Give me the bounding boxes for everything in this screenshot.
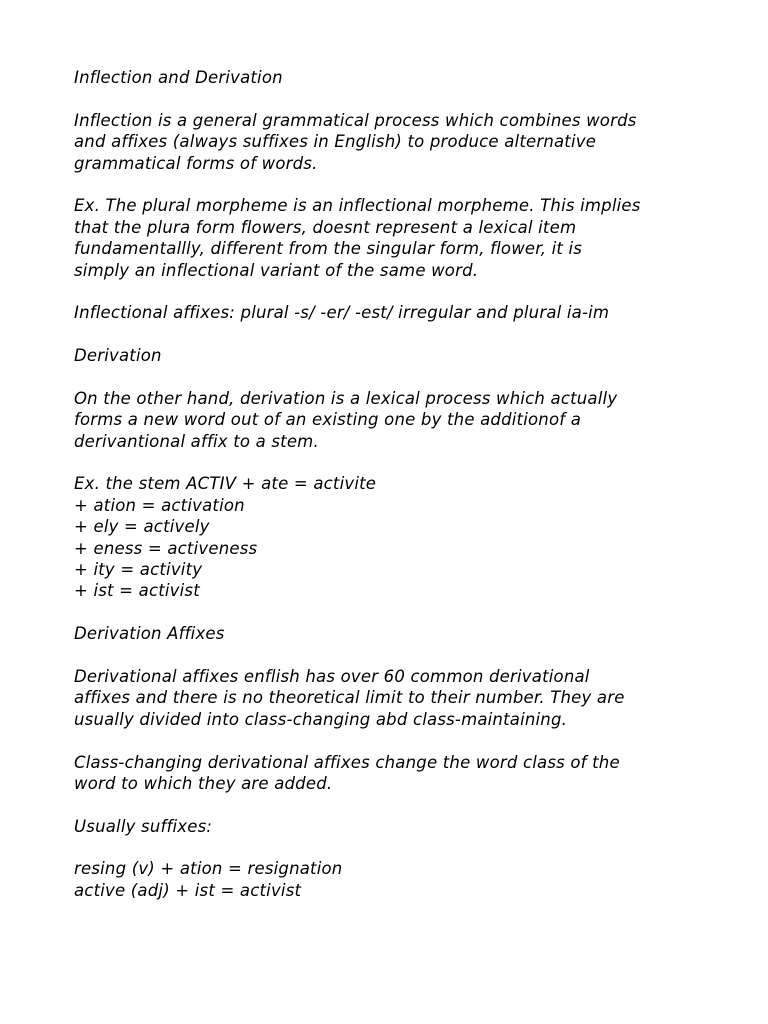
paragraph-derivation-definition [74, 388, 734, 452]
list-item: + ation = activation [74, 495, 245, 515]
text-line: Ex. The plural morpheme is an inflectional morpheme. This implies [74, 196, 641, 216]
paragraph-usually-suffixes: Usually suffixes: [74, 816, 213, 836]
text-line: Inflection is a general grammatical process which combines words [74, 110, 637, 130]
text-line: that the plura form flowers, doesnt represent a lexical item [74, 217, 577, 237]
list-item: + eness = activeness [74, 538, 258, 558]
derivation-examples-list [74, 473, 734, 601]
list-item: + ely = actively [74, 517, 210, 537]
paragraph-plural-example [74, 195, 734, 281]
text-line: affixes and there is no theoretical limit to their number. They are [74, 688, 625, 708]
list-item: + ity = activity [74, 559, 203, 579]
document-body [74, 67, 734, 901]
list-item: Ex. the stem ACTIV + ate = activite [74, 474, 377, 494]
text-line: Class-changing derivational affixes change the word class of the [74, 752, 620, 772]
suffix-examples-list [74, 858, 734, 901]
paragraph-class-changing [74, 752, 734, 795]
text-line: simply an inflectional variant of the same word. [74, 260, 479, 280]
list-item: resing (v) + ation = resignation [74, 859, 343, 879]
text-line: and affixes (always suffixes in English) to produce alternative [74, 132, 597, 152]
text-line: derivantional affix to a stem. [74, 431, 319, 451]
list-item: active (adj) + ist = activist [74, 880, 302, 900]
text-line: fundamentallly, different from the singular form, flower, it is [74, 239, 583, 259]
text-line: usually divided into class-changing abd class-maintaining. [74, 709, 568, 729]
paragraph-derivational-affixes [74, 666, 734, 730]
paragraph-inflectional-affixes: Inflectional affixes: plural -s/ -er/ -est/ irregular and plural ia-im [74, 303, 610, 323]
text-line: Derivational affixes enflish has over 60 common derivational [74, 666, 590, 686]
text-line: grammatical forms of words. [74, 153, 318, 173]
heading-derivation: Derivation [74, 346, 162, 366]
paragraph-inflection-definition [74, 110, 734, 174]
text-line: word to which they are added. [74, 773, 333, 793]
document-title: Inflection and Derivation [74, 68, 283, 87]
list-item: + ist = activist [74, 581, 200, 601]
text-line: forms a new word out of an existing one by the additionof a [74, 410, 582, 430]
text-line: On the other hand, derivation is a lexical process which actually [74, 388, 618, 408]
heading-derivation-affixes: Derivation Affixes [74, 624, 225, 644]
